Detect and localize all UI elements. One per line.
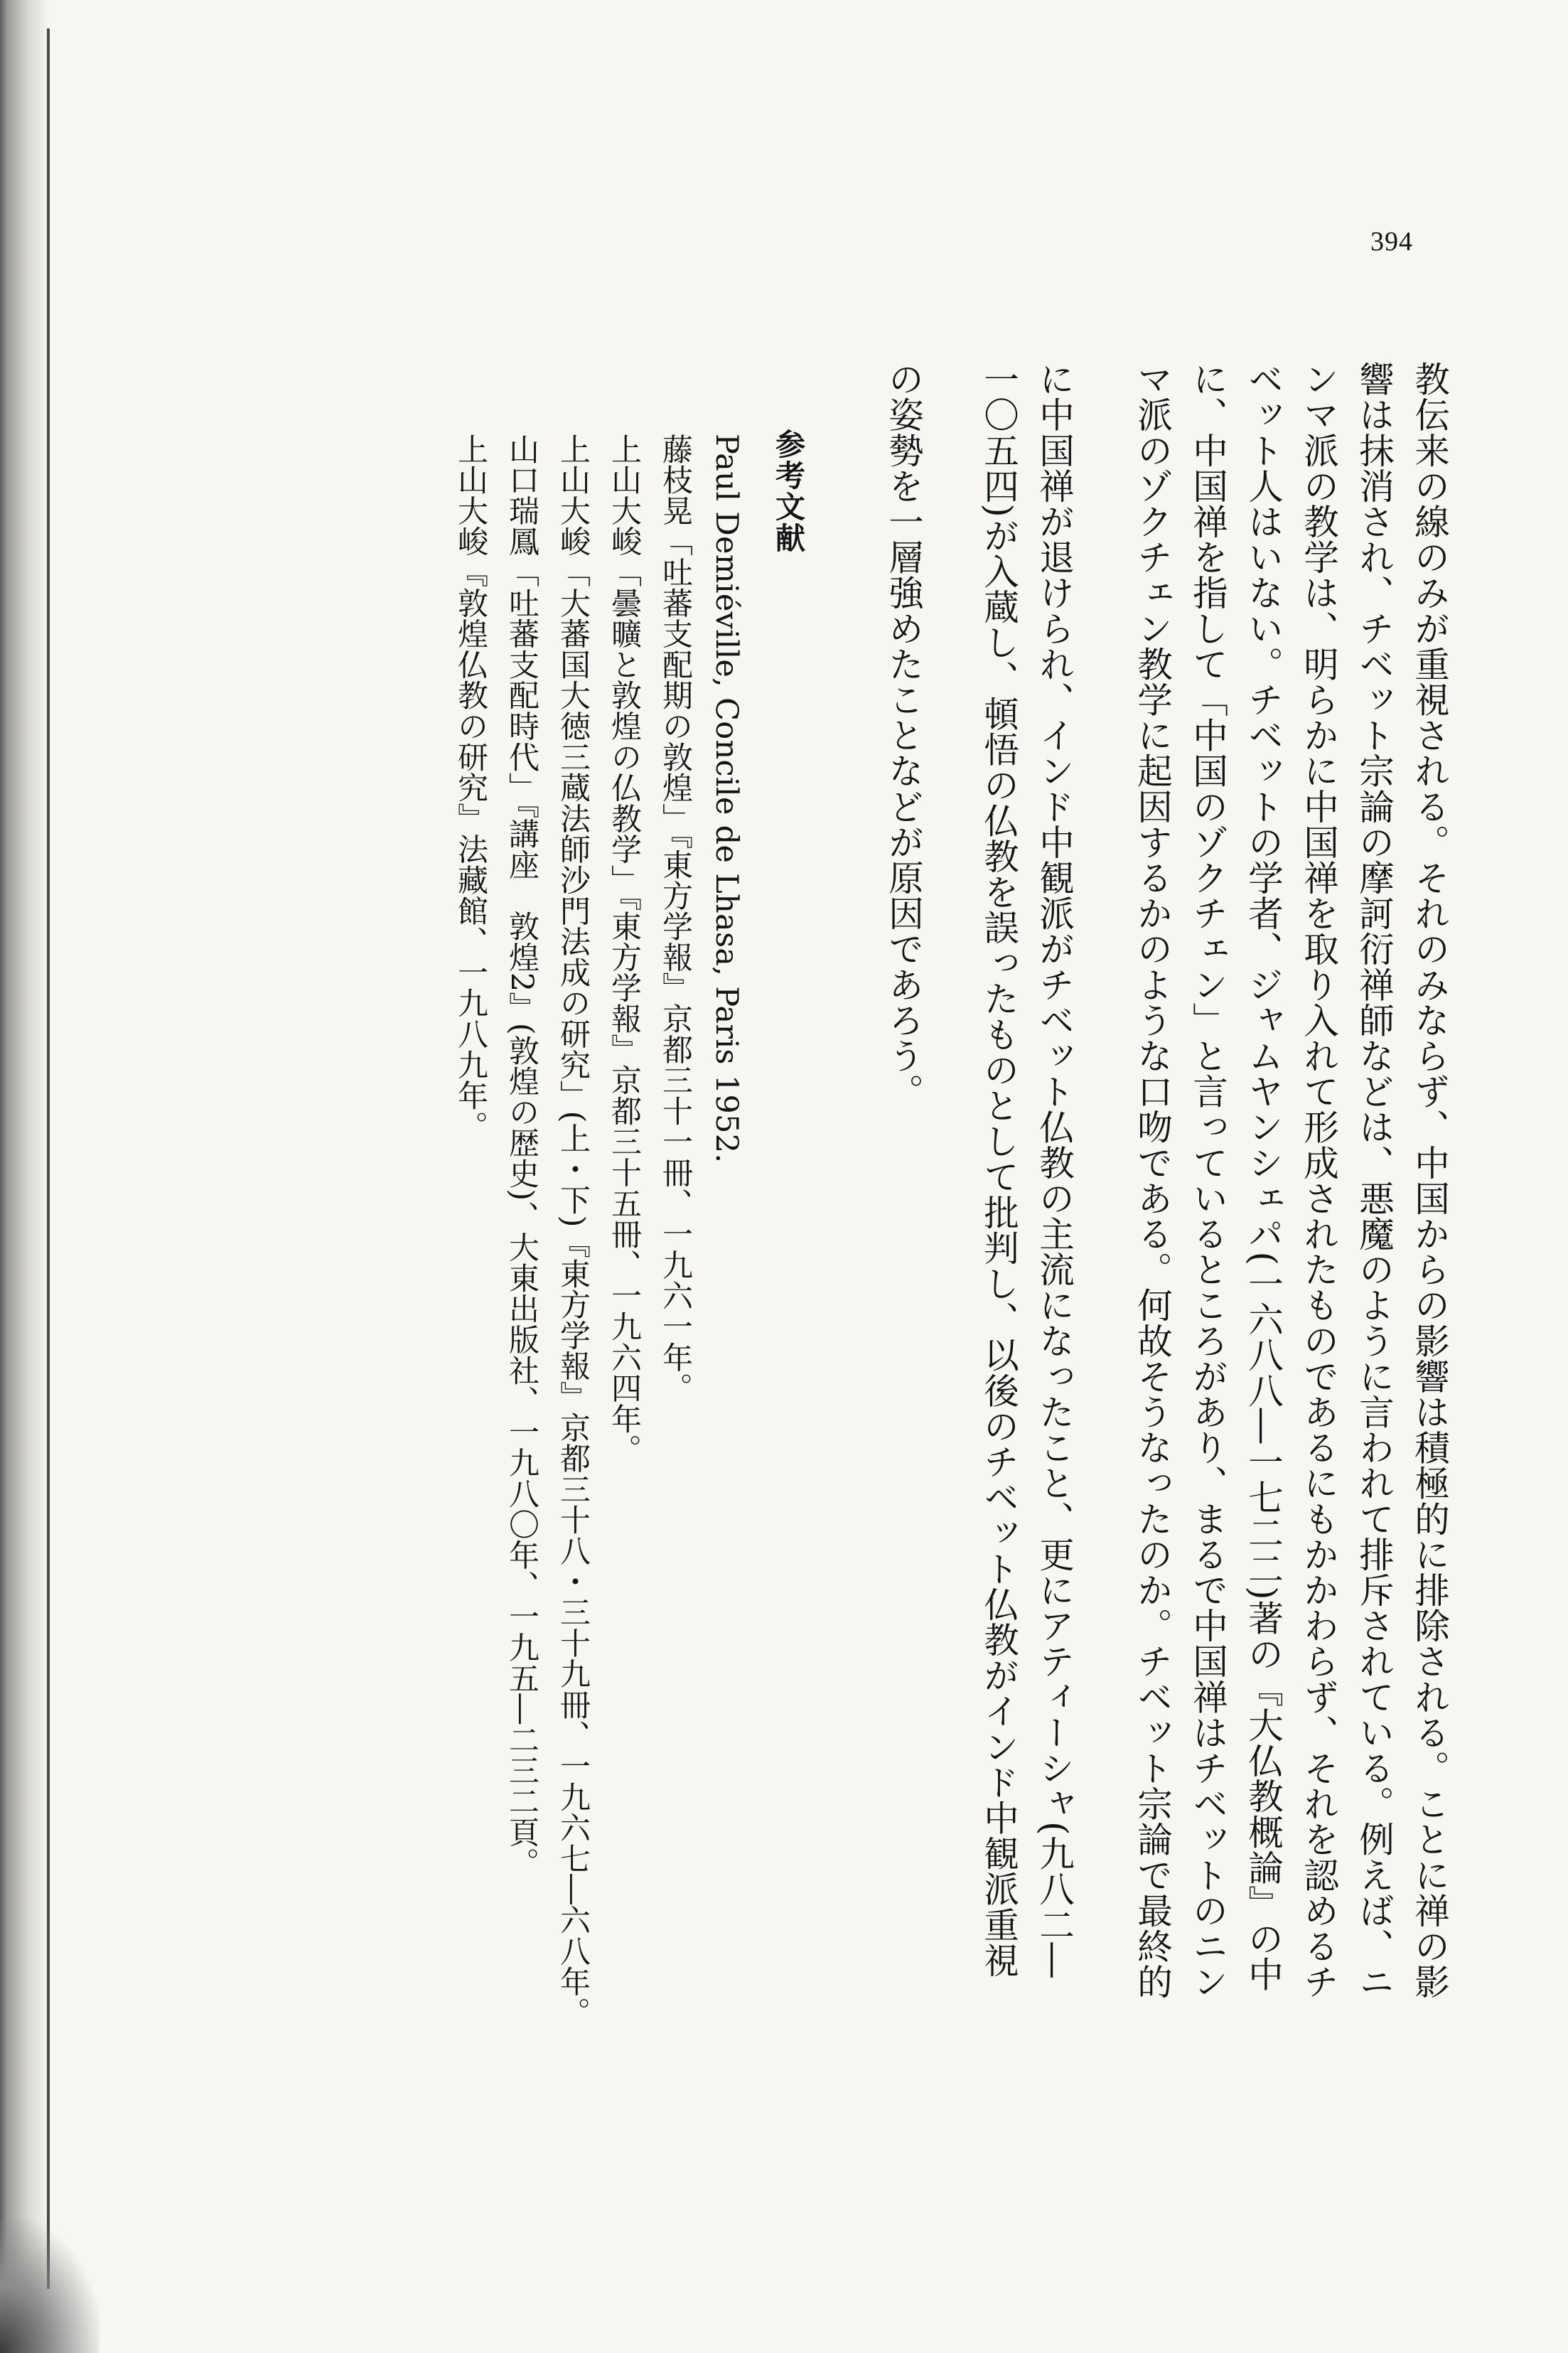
page-number: 394 bbox=[1370, 227, 1413, 257]
references-heading: 参考文献 bbox=[771, 429, 806, 554]
binding-shadow bbox=[0, 0, 50, 2353]
reference-item-4: 上山大峻「大蕃国大徳三蔵法師沙門法成の研究」(上・下)『東方学報』京都三十八・三十九冊、一九六七―六八年。 bbox=[555, 434, 591, 2028]
body-column-2: 響は抹消され、チベット宗論の摩訶衍禅師などは、悪魔のように言われて排斥されている。例えば、ニ bbox=[1353, 361, 1395, 2000]
body-column-5: に、中国禅を指して「中国のゾクチェン」と言っているところがあり、まるで中国禅はチベットのニン bbox=[1187, 361, 1229, 2000]
reference-item-5: 山口瑞鳳「吐蕃支配時代」『講座 敦煌2』(敦煌の歴史)、大東出版社、一九八〇年、一九五―二三二頁。 bbox=[504, 434, 539, 1879]
body-column-4: ベット人はいない。チベットの学者、ジャムヤンシェパ(一六八八―一七二二)著の『大仏教概論』の中 bbox=[1242, 361, 1284, 1993]
body-column-7: に中国禅が退けられ、インド中観派がチベット仏教の主流になったこと、更にアティーシャ(九八二― bbox=[1033, 361, 1075, 1978]
scan-smudge bbox=[0, 2218, 100, 2353]
reference-item-1: Paul Demiéville, Concile de Lhasa, Paris 1952. bbox=[709, 434, 744, 1164]
body-column-8: 一〇五四)が入蔵し、頓悟の仏教を誤ったものとして批判し、以後のチベット仏教がインド中観派重視 bbox=[978, 361, 1020, 1978]
body-column-3: ンマ派の教学は、明らかに中国禅を取り入れて形成されたものであるにもかかわらず、それを認めるチ bbox=[1298, 361, 1340, 2000]
reference-item-2: 藤枝晃「吐蕃支配期の敦煌」『東方学報』京都三十一冊、一九六一年。 bbox=[657, 434, 693, 1404]
reference-item-3: 上山大峻「曇曠と敦煌の仏教学」『東方学報』京都三十五冊、一九六四年。 bbox=[606, 434, 642, 1465]
binding-edge-line bbox=[47, 28, 50, 2289]
body-column-9: の姿勢を一層強めたことなどが原因であろう。 bbox=[883, 361, 925, 1110]
body-column-1: 教伝来の線のみが重視される。それのみならず、中国からの影響は積極的に排除される。ことに禅の影 bbox=[1409, 361, 1451, 2000]
body-column-6: マ派のゾクチェン教学に起因するかのような口吻である。何故そうなったのか。チベット宗論で最終的 bbox=[1132, 361, 1174, 2000]
reference-item-6: 上山大峻『敦煌仏教の研究』法藏館、一九八九年。 bbox=[453, 434, 488, 1142]
